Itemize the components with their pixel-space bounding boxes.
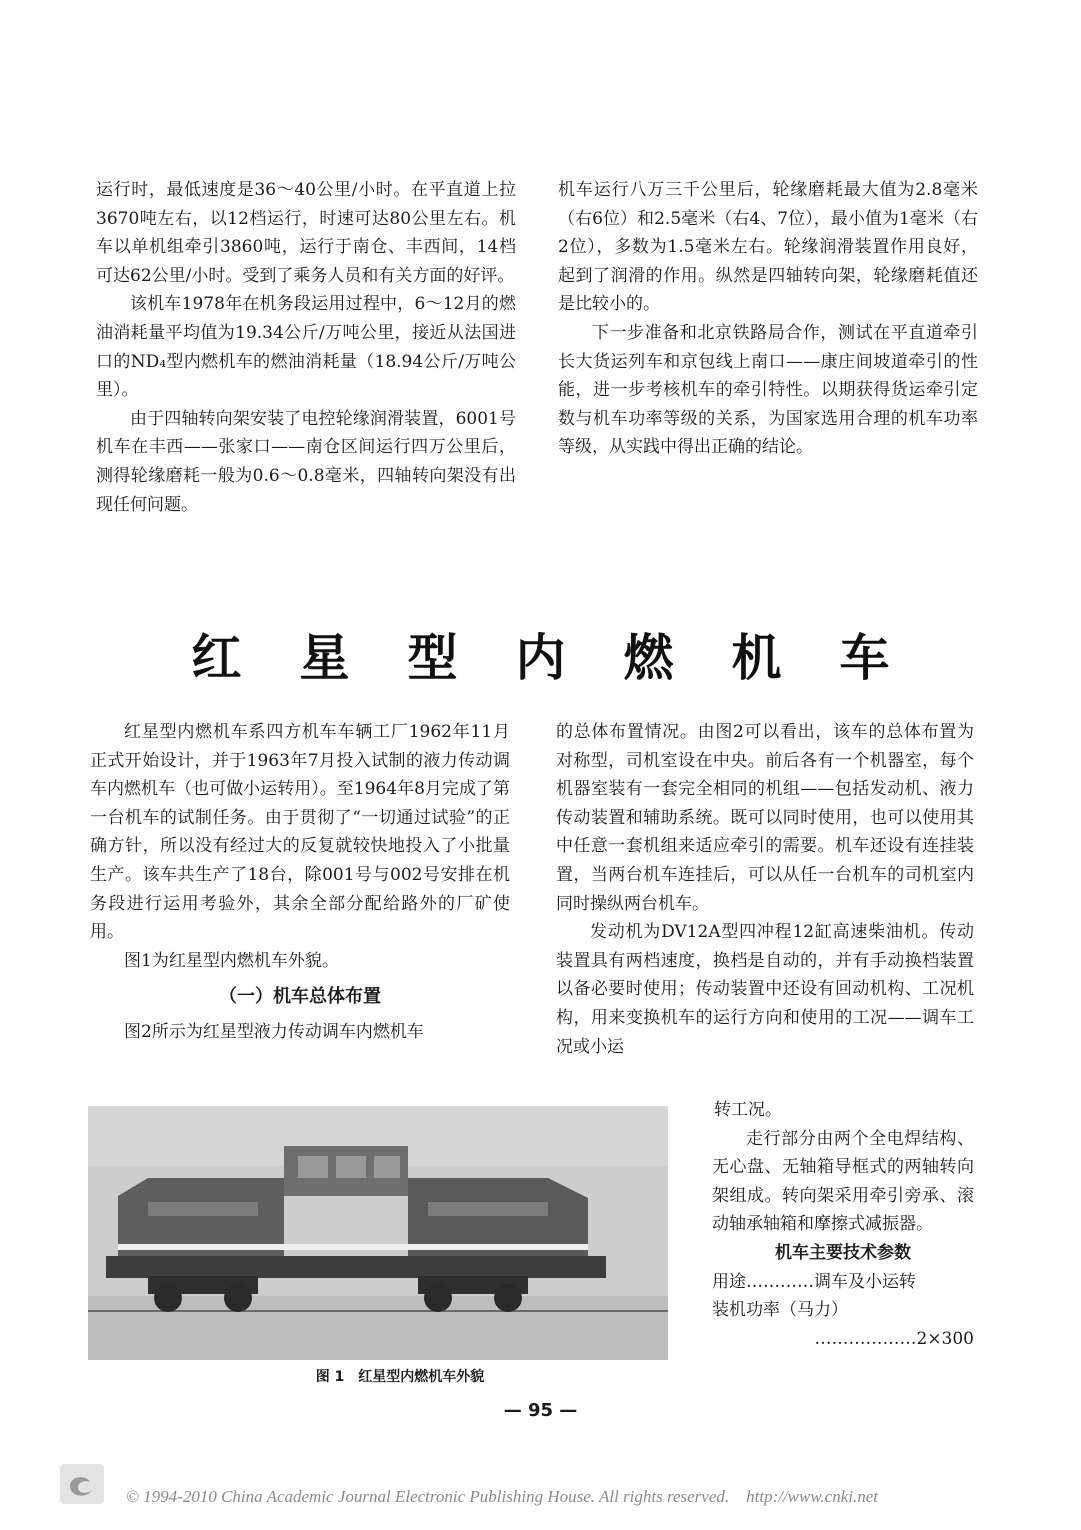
paragraph: 该机车1978年在机务段运用过程中，6～12月的燃油消耗量平均值为19.34公斤/万吨公里，接近从法国进口的ND₄型内燃机车的燃油消耗量（18.94公斤/万吨公里）。 bbox=[96, 294, 516, 401]
top-left-column bbox=[96, 176, 516, 519]
param-power-value: ………………2×300 bbox=[814, 1328, 974, 1349]
section-heading: （一）机车总体布置 bbox=[219, 986, 381, 1008]
locomotive-photo bbox=[88, 1106, 668, 1360]
top-right-column bbox=[558, 176, 978, 462]
article-title: 红星型内燃机车 bbox=[191, 629, 948, 687]
page-number: — 95 — bbox=[503, 1400, 578, 1421]
paragraph: 红星型内燃机车系四方机车车辆工厂1962年11月正式开始设计，并于1963年7月投入试制的液力传动调车内燃机车（也可做小运转用）。至1964年8月完成了第一台机车的试制任务。由于贯彻了“一切通过试验”的正确方针，所以没有经过大的反复就较快地投入了小批量生产。该车共生产了18台，除001号与002号安排在机务段进行运用考验外，其余全部分配给路外的厂矿使用。 bbox=[90, 722, 510, 943]
paragraph: 图2所示为红星型液力传动调车内燃机车 bbox=[124, 1021, 424, 1042]
figure-caption: 图 1 红星型内燃机车外貌 bbox=[315, 1369, 485, 1385]
bottom-right-column bbox=[556, 718, 974, 1061]
paragraph: 机车运行八万三千公里后，轮缘磨耗最大值为2.8毫米（右6位）和2.5毫米（右4、7位），最小值为1毫米（右2位），多数为1.5毫米左右。轮缘润滑装置作用良好，起到了润滑的作用。纵然是四轴转向架，轮缘磨耗值还是比较小的。 bbox=[558, 180, 978, 315]
paragraph: 的总体布置情况。由图2可以看出，该车的总体布置为对称型，司机室设在中央。前后各有一个机器室，每个机器室装有一套完全相同的机组——包括发动机、液力传动装置和辅助系统。既可以同时使用，也可以使用其中任意一套机组来适应牵引的需要。机车还设有连挂装置，当两台机车连挂后，可以从任一台机车的司机室内同时操纵两台机车。 bbox=[556, 722, 974, 914]
cnki-logo-icon bbox=[60, 1464, 104, 1504]
paragraph: 发动机为DV12A型四冲程12缸高速柴油机。传动装置具有两档速度，换档是自动的，并有手动换档装置以备必要时使用；传动装置中还设有回动机构、工况机构，用来变换机车的运行方向和使用的工况——调车工况或小运 bbox=[556, 922, 974, 1057]
paragraph: 运行时，最低速度是36～40公里/小时。在平直道上拉3670吨左右，以12档运行，时速可达80公里左右。机车以单机组牵引3860吨，运行于南仓、丰西间，14档可达62公里/小时。受到了乘务人员和有关方面的好评。 bbox=[96, 180, 516, 286]
params-heading: 机车主要技术参数 bbox=[775, 1242, 911, 1263]
paragraph: 转工况。 bbox=[714, 1100, 782, 1120]
footer-copyright: © 1994-2010 China Academic Journal Electronic Publishing House. All rights reserved. http://www.cnki.net bbox=[126, 1487, 879, 1506]
paragraph: 由于四轴转向架安装了电控轮缘润滑装置，6001号机车在丰西——张家口——南仓区间运行四万公里后，测得轮缘磨耗一般为0.6～0.8毫米，四轴转向架没有出现任何问题。 bbox=[96, 408, 516, 515]
param-power-label: 装机功率（马力） bbox=[712, 1300, 848, 1321]
paragraph: 走行部分由两个全电焊结构、无心盘、无轴箱导框式的两轴转向架组成。转向架采用牵引旁承、滚动轴承轴箱和摩擦式减振器。 bbox=[712, 1128, 974, 1235]
bottom-left-column bbox=[90, 718, 510, 1047]
paragraph: 图1为红星型内燃机车外貌。 bbox=[124, 950, 339, 971]
side-column bbox=[712, 1096, 974, 1353]
paragraph: 下一步准备和北京铁路局合作，测试在平直道牵引长大货运列车和京包线上南口——康庄间坡道牵引的性能，进一步考核机车的牵引特性。以期获得货运牵引定数与机车功率等级的关系，为国家选用合理的机车功率等级，从实践中得出正确的结论。 bbox=[558, 322, 978, 458]
param-usage: 用途…………调车及小运转 bbox=[712, 1271, 916, 1292]
